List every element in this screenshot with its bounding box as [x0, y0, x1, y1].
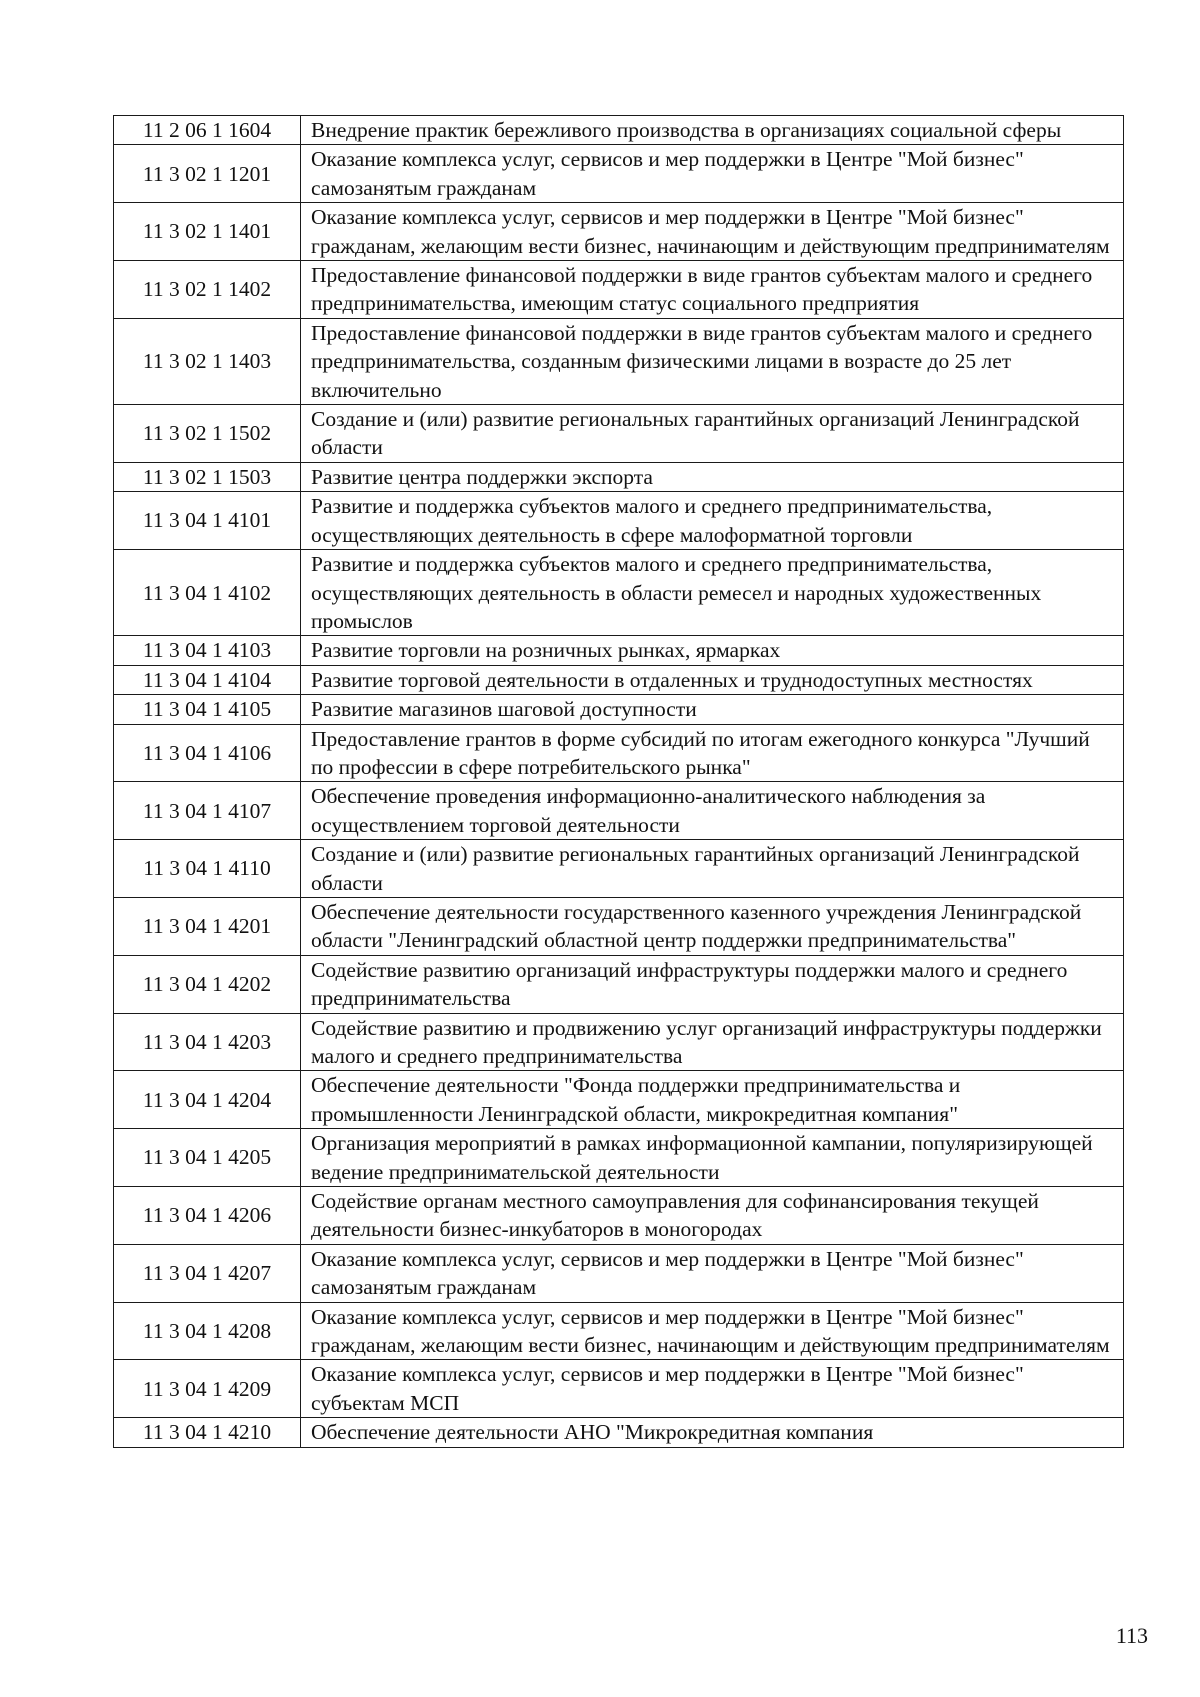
- description-cell: Развитие и поддержка субъектов малого и среднего предпринимательства, осуществляющих деятельность в области ремесел и народных художественных промыслов: [301, 550, 1124, 636]
- code-cell: 11 3 04 1 4203: [114, 1013, 301, 1071]
- table-row: [114, 695, 1124, 724]
- description-cell: Развитие и поддержка субъектов малого и среднего предпринимательства, осуществляющих деятельность в сфере малоформатной торговли: [301, 492, 1124, 550]
- code-cell: 11 3 04 1 4104: [114, 665, 301, 694]
- description-cell: Предоставление финансовой поддержки в виде грантов субъектам малого и среднего предпринимательства, созданным физическими лицами в возрасте до 25 лет включительно: [301, 318, 1124, 404]
- table-row: [114, 1129, 1124, 1187]
- code-cell: 11 3 04 1 4202: [114, 955, 301, 1013]
- code-cell: 11 3 04 1 4110: [114, 840, 301, 898]
- code-cell: 11 3 02 1 1403: [114, 318, 301, 404]
- code-cell: 11 3 04 1 4208: [114, 1302, 301, 1360]
- code-cell: 11 3 04 1 4207: [114, 1244, 301, 1302]
- table-row: [114, 1187, 1124, 1245]
- table-row: [114, 1071, 1124, 1129]
- code-cell: 11 3 04 1 4103: [114, 636, 301, 665]
- description-cell: Содействие развитию организаций инфраструктуры поддержки малого и среднего предпринимательства: [301, 955, 1124, 1013]
- page-number: 113: [1115, 1623, 1148, 1648]
- description-cell: Оказание комплекса услуг, сервисов и мер поддержки в Центре "Мой бизнес" самозанятым гражданам: [301, 145, 1124, 203]
- table-row: [114, 897, 1124, 955]
- table-row: [114, 318, 1124, 404]
- code-cell: 11 3 04 1 4209: [114, 1360, 301, 1418]
- description-cell: Развитие центра поддержки экспорта: [301, 462, 1124, 491]
- table-row: [114, 840, 1124, 898]
- code-cell: 11 3 02 1 1502: [114, 405, 301, 463]
- table-row: [114, 1418, 1124, 1447]
- description-cell: Предоставление грантов в форме субсидий по итогам ежегодного конкурса "Лучший по профессии в сфере потребительского рынка": [301, 724, 1124, 782]
- description-cell: Оказание комплекса услуг, сервисов и мер поддержки в Центре "Мой бизнес" самозанятым гражданам: [301, 1244, 1124, 1302]
- code-cell: 11 3 04 1 4106: [114, 724, 301, 782]
- code-cell: 11 3 02 1 1201: [114, 145, 301, 203]
- description-cell: Обеспечение деятельности "Фонда поддержки предпринимательства и промышленности Ленинградской области, микрокредитная компания": [301, 1071, 1124, 1129]
- description-cell: Обеспечение проведения информационно-аналитического наблюдения за осуществлением торговой деятельности: [301, 782, 1124, 840]
- table-row: [114, 145, 1124, 203]
- table-row: [114, 492, 1124, 550]
- code-cell: 11 3 04 1 4205: [114, 1129, 301, 1187]
- code-cell: 11 3 04 1 4101: [114, 492, 301, 550]
- table-row: [114, 1360, 1124, 1418]
- budget-codes-table: [113, 115, 1124, 1448]
- description-cell: Содействие развитию и продвижению услуг организаций инфраструктуры поддержки малого и среднего предпринимательства: [301, 1013, 1124, 1071]
- description-cell: Обеспечение деятельности АНО "Микрокредитная компания: [301, 1418, 1124, 1447]
- description-cell: Создание и (или) развитие региональных гарантийных организаций Ленинградской области: [301, 405, 1124, 463]
- code-cell: 11 3 04 1 4107: [114, 782, 301, 840]
- code-cell: 11 3 04 1 4206: [114, 1187, 301, 1245]
- table-row: [114, 116, 1124, 145]
- code-cell: 11 3 04 1 4210: [114, 1418, 301, 1447]
- code-cell: 11 3 02 1 1401: [114, 203, 301, 261]
- description-cell: Оказание комплекса услуг, сервисов и мер поддержки в Центре "Мой бизнес" субъектам МСП: [301, 1360, 1124, 1418]
- code-cell: 11 3 02 1 1503: [114, 462, 301, 491]
- description-cell: Развитие торговой деятельности в отдаленных и труднодоступных местностях: [301, 665, 1124, 694]
- description-cell: Оказание комплекса услуг, сервисов и мер поддержки в Центре "Мой бизнес" гражданам, желающим вести бизнес, начинающим и действующим предпринимателям: [301, 1302, 1124, 1360]
- description-cell: Развитие магазинов шаговой доступности: [301, 695, 1124, 724]
- table-row: [114, 955, 1124, 1013]
- code-cell: 11 3 02 1 1402: [114, 261, 301, 319]
- code-cell: 11 3 04 1 4201: [114, 897, 301, 955]
- description-cell: Внедрение практик бережливого производства в организациях социальной сферы: [301, 116, 1124, 145]
- description-cell: Содействие органам местного самоуправления для софинансирования текущей деятельности бизнес-инкубаторов в моногородах: [301, 1187, 1124, 1245]
- description-cell: Обеспечение деятельности государственного казенного учреждения Ленинградской области "Ленинградский областной центр поддержки предпринимательства": [301, 897, 1124, 955]
- table-row: [114, 1013, 1124, 1071]
- code-cell: 11 3 04 1 4105: [114, 695, 301, 724]
- table-row: [114, 203, 1124, 261]
- table-row: [114, 636, 1124, 665]
- table-body: [114, 116, 1124, 1448]
- description-cell: Оказание комплекса услуг, сервисов и мер поддержки в Центре "Мой бизнес" гражданам, желающим вести бизнес, начинающим и действующим предпринимателям: [301, 203, 1124, 261]
- table-row: [114, 462, 1124, 491]
- table-row: [114, 724, 1124, 782]
- description-cell: Организация мероприятий в рамках информационной кампании, популяризирующей ведение предпринимательской деятельности: [301, 1129, 1124, 1187]
- description-cell: Развитие торговли на розничных рынках, ярмарках: [301, 636, 1124, 665]
- code-cell: 11 3 04 1 4204: [114, 1071, 301, 1129]
- table-row: [114, 1302, 1124, 1360]
- table-row: [114, 405, 1124, 463]
- table-row: [114, 782, 1124, 840]
- code-cell: 11 3 04 1 4102: [114, 550, 301, 636]
- table-row: [114, 1244, 1124, 1302]
- table-row: [114, 550, 1124, 636]
- description-cell: Создание и (или) развитие региональных гарантийных организаций Ленинградской области: [301, 840, 1124, 898]
- table-row: [114, 261, 1124, 319]
- code-cell: 11 2 06 1 1604: [114, 116, 301, 145]
- description-cell: Предоставление финансовой поддержки в виде грантов субъектам малого и среднего предпринимательства, имеющим статус социального предприятия: [301, 261, 1124, 319]
- table-row: [114, 665, 1124, 694]
